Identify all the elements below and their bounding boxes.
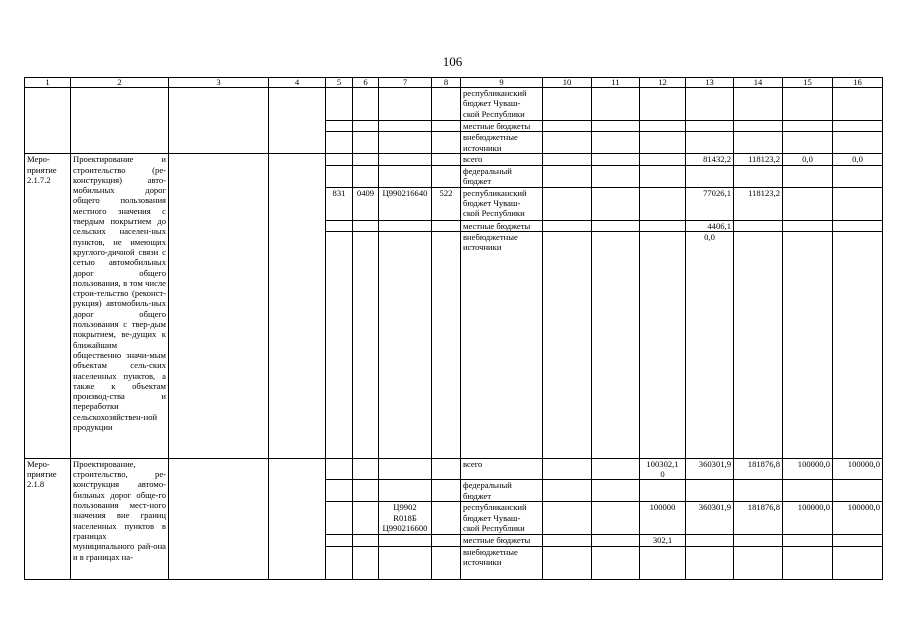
funding-source: внебюджетные источники xyxy=(461,546,543,579)
cell-c12: 100000 xyxy=(640,502,686,535)
column-number: 8 xyxy=(432,78,461,88)
column-number: 3 xyxy=(169,78,269,88)
cell-c6 xyxy=(353,154,379,165)
cell-c5 xyxy=(326,154,353,165)
cell-c13: 77026,1 xyxy=(686,187,734,220)
column-number: 12 xyxy=(640,78,686,88)
column-number: 4 xyxy=(269,78,326,88)
funding-source: местные бюджеты xyxy=(461,535,543,546)
cell-c7: Ц9902 R018Б Ц990216600 xyxy=(379,502,432,535)
measure-code: Меро- приятие 2.1.7.2 xyxy=(25,154,71,459)
table-row xyxy=(25,88,883,121)
column-number: 15 xyxy=(783,78,833,88)
column-number: 14 xyxy=(734,78,783,88)
funding-source: федеральный бюджет xyxy=(461,480,543,502)
column-number: 6 xyxy=(353,78,379,88)
funding-source: внебюджетные источники xyxy=(461,132,543,154)
page-number: 106 xyxy=(442,54,463,69)
cell-c13: 81432,2 xyxy=(686,154,734,165)
funding-source: всего xyxy=(461,154,543,165)
funding-source: местные бюджеты xyxy=(461,121,543,132)
cell-c13: 0,0 xyxy=(686,231,734,458)
column-number: 9 xyxy=(461,78,543,88)
funding-source: республиканский бюджет Чуваш- ской Республики xyxy=(461,502,543,535)
column-number: 2 xyxy=(71,78,169,88)
funding-source: федеральный бюджет xyxy=(461,165,543,187)
cell-c15: 100000,0 xyxy=(783,458,833,480)
funding-source: республиканский бюджет Чуваш- ской Республики xyxy=(461,187,543,220)
column-number: 1 xyxy=(25,78,71,88)
cell-c7 xyxy=(379,154,432,165)
cell-c16: 100000,0 xyxy=(833,458,883,480)
column-number: 10 xyxy=(543,78,592,88)
funding-source: республиканский бюджет Чуваш- ской Республики xyxy=(461,88,543,121)
table-row xyxy=(25,154,883,165)
measure-description: Проектирование, строительство, ре-конструкция автомо-бильных дорог обще-го пользования мест-ного значения вне границ населенных пунктов в границах муниципального рай-она и в границах на- xyxy=(71,458,169,579)
cell-c7: Ц990216640 xyxy=(379,187,432,220)
measure-description: Проектирование и строительство (ре-конструкция) авто-мобильных дорог общего пользования местного значения с твердым покрытием до сельских населен-ных пунктов, не имеющих круглого-дичной связи с сетью автомобильных дорог общего пользования, в том числе строи-тельство (реконст-рукция) автомобиль-ных дорог общего пользования с твер-дым покрытием, ве-дущих к ближайшим общественно значи-мым объектам сель-ских населенных пунктов, а также к объектам производ-ства и переработки сельскохозяйствен-ной продукции xyxy=(71,154,169,459)
table-row xyxy=(25,458,883,480)
cell-c12: 100302,1 0 xyxy=(640,458,686,480)
cell-c14: 181876,8 xyxy=(734,502,783,535)
cell-c16: 0,0 xyxy=(833,154,883,165)
cell-c14: 118123,2 xyxy=(734,187,783,220)
funding-source: всего xyxy=(461,458,543,480)
column-number: 16 xyxy=(833,78,883,88)
funding-source: местные бюджеты xyxy=(461,220,543,231)
budget-table xyxy=(24,77,883,580)
cell-c15: 0,0 xyxy=(783,154,833,165)
column-number: 5 xyxy=(326,78,353,88)
column-number-row xyxy=(25,78,883,88)
cell-c13: 4406,1 xyxy=(686,220,734,231)
column-number: 13 xyxy=(686,78,734,88)
cell-c13: 360301,9 xyxy=(686,502,734,535)
cell-c15: 100000,0 xyxy=(783,502,833,535)
cell-c8 xyxy=(432,154,461,165)
cell-c14: 181876,8 xyxy=(734,458,783,480)
funding-source: внебюджетные источники xyxy=(461,231,543,458)
column-number: 11 xyxy=(592,78,640,88)
cell-c8: 522 xyxy=(432,187,461,220)
cell-c13: 360301,9 xyxy=(686,458,734,480)
column-number: 7 xyxy=(379,78,432,88)
cell-c12: 302,1 xyxy=(640,535,686,546)
measure-code: Меро- приятие 2.1.8 xyxy=(25,458,71,579)
cell-c5: 831 xyxy=(326,187,353,220)
cell-c12 xyxy=(640,154,686,165)
cell-c16: 100000,0 xyxy=(833,502,883,535)
cell-c6: 0409 xyxy=(353,187,379,220)
cell-c14: 118123,2 xyxy=(734,154,783,165)
